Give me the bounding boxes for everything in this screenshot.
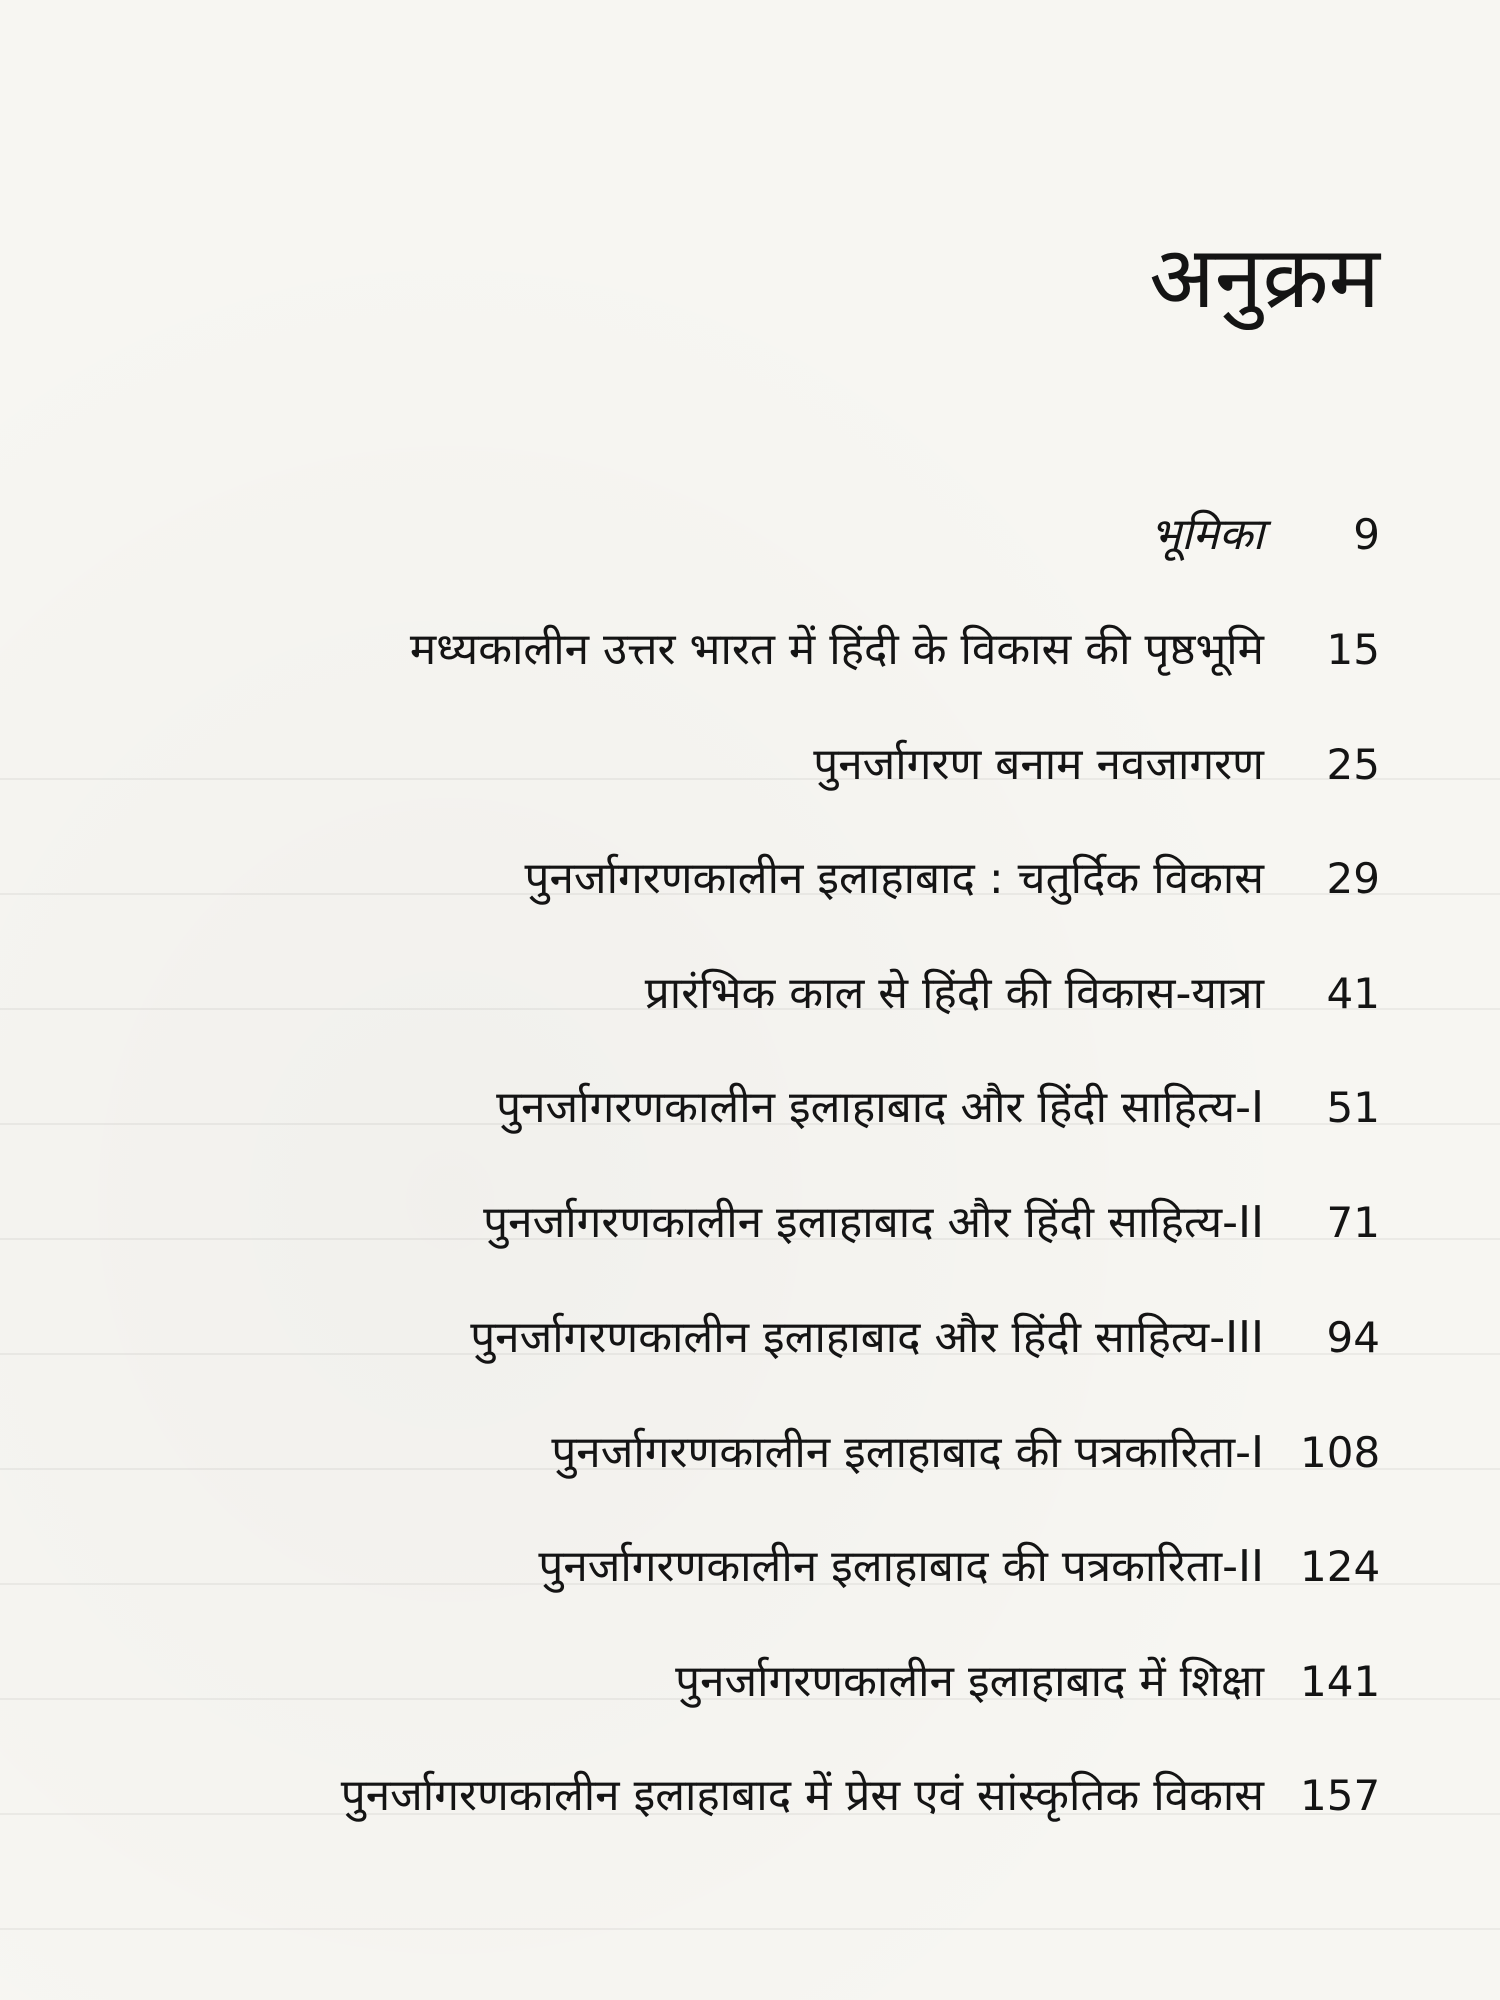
toc-entry	[100, 1078, 1380, 1138]
toc-entry	[100, 1537, 1380, 1597]
toc-entry-page: 29	[1326, 854, 1380, 903]
toc-entry-title: पुनर्जागरणकालीन इलाहाबाद : चतुर्दिक विकास	[524, 853, 1264, 904]
toc-entry-page: 157	[1300, 1771, 1381, 1820]
toc-entry-page: 94	[1326, 1313, 1380, 1362]
toc-entry	[100, 1766, 1380, 1826]
toc-entry-title: पुनर्जागरण बनाम नवजागरण	[813, 739, 1264, 790]
toc-entry	[100, 620, 1380, 680]
toc-entry-title: पुनर्जागरणकालीन इलाहाबाद और हिंदी साहित्य-II	[483, 1197, 1264, 1248]
page-title: अनुक्रम	[1149, 228, 1380, 328]
toc-entry-title: भूमिका	[1150, 509, 1264, 560]
toc-entry	[100, 505, 1380, 565]
toc-entry-title: पुनर्जागरणकालीन इलाहाबाद और हिंदी साहित्य-III	[470, 1312, 1264, 1363]
toc-entry-page: 15	[1326, 625, 1380, 674]
toc-entry-title: पुनर्जागरणकालीन इलाहाबाद और हिंदी साहित्य-I	[496, 1082, 1264, 1133]
toc-entry-page: 71	[1326, 1198, 1380, 1247]
toc-entry-title: पुनर्जागरणकालीन इलाहाबाद में शिक्षा	[675, 1656, 1264, 1707]
toc-entry-title: मध्यकालीन उत्तर भारत में हिंदी के विकास की पृष्ठभूमि	[409, 624, 1264, 675]
toc-entry	[100, 849, 1380, 909]
toc-entry	[100, 1423, 1380, 1483]
toc-entry-title: पुनर्जागरणकालीन इलाहाबाद में प्रेस एवं सांस्कृतिक विकास	[340, 1770, 1264, 1821]
toc-entry	[100, 735, 1380, 795]
toc-entry	[100, 1652, 1380, 1712]
toc-entry-page: 9	[1353, 510, 1380, 559]
toc-entry-page: 141	[1300, 1657, 1381, 1706]
toc-entry-title: पुनर्जागरणकालीन इलाहाबाद की पत्रकारिता-I	[551, 1427, 1264, 1478]
toc-entry-page: 25	[1326, 740, 1380, 789]
toc-entry-page: 41	[1326, 969, 1380, 1018]
toc-entry	[100, 964, 1380, 1024]
toc-entry-page: 124	[1300, 1542, 1381, 1591]
toc-entry-page: 51	[1326, 1083, 1380, 1132]
toc-entry-page: 108	[1300, 1428, 1381, 1477]
toc-entry	[100, 1193, 1380, 1253]
toc-entry-title: पुनर्जागरणकालीन इलाहाबाद की पत्रकारिता-II	[538, 1541, 1264, 1592]
toc-entry-title: प्रारंभिक काल से हिंदी की विकास-यात्रा	[644, 968, 1264, 1019]
toc-entry	[100, 1308, 1380, 1368]
